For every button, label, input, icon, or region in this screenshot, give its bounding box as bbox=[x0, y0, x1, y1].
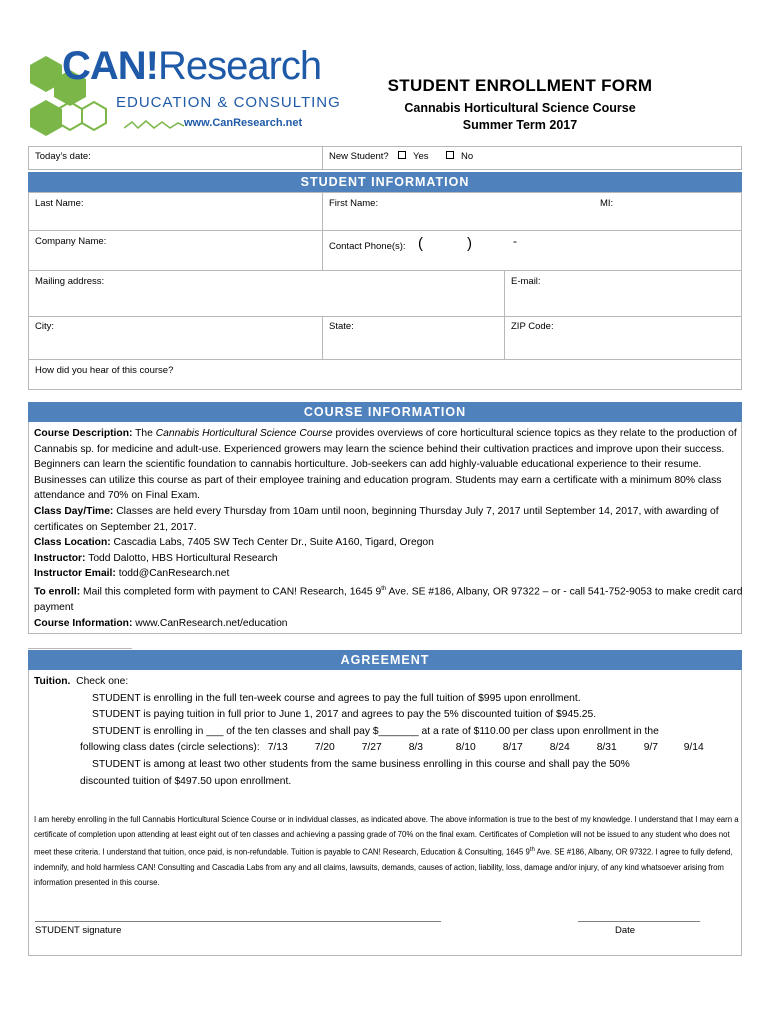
course-information-body bbox=[34, 426, 746, 631]
course-information-heading: COURSE INFORMATION bbox=[28, 402, 742, 422]
date-option[interactable]: 8/31 bbox=[596, 742, 617, 754]
date-option[interactable]: 7/13 bbox=[267, 742, 288, 754]
class-location: Class Location: Cascadia Labs, 7405 SW Tech Center Dr., Suite A160, Tigard, Oregon bbox=[34, 537, 434, 549]
date-option[interactable]: 9/7 bbox=[643, 742, 659, 754]
tuition-option-group[interactable]: STUDENT is among at least two other students from the same business enrolling in this course and shall pay the 50% bbox=[92, 758, 630, 770]
tuition-option-partial[interactable]: STUDENT is enrolling in ___ of the ten classes and shall pay $_______ at a rate of $110.00 per class upon enrollment in the bbox=[92, 725, 659, 737]
date-option[interactable]: 7/20 bbox=[314, 742, 335, 754]
mailing-address-field[interactable]: Mailing address: bbox=[35, 276, 105, 287]
no-label: No bbox=[461, 151, 474, 162]
city-field[interactable]: City: bbox=[35, 321, 54, 332]
form-title: STUDENT ENROLLMENT FORM bbox=[387, 76, 653, 95]
class-day-time: Class Day/Time: Classes are held every Thursday from 10am until noon, beginning Thursday July 7, 2017 until September 14, 2017, with awarding of certificates on September 21, 2017. bbox=[34, 505, 719, 533]
growth-line-icon bbox=[124, 118, 184, 132]
tuition-option-early[interactable]: STUDENT is paying tuition in full prior to June 1, 2017 and agrees to pay the 5% discounted tuition of $945.25. bbox=[92, 709, 597, 721]
state-field[interactable]: State: bbox=[329, 321, 354, 332]
date-label: Date bbox=[615, 925, 636, 936]
logo-url[interactable]: www.CanResearch.net bbox=[184, 117, 303, 129]
phone-dash: - bbox=[513, 234, 517, 248]
yes-label: Yes bbox=[413, 151, 429, 162]
todays-date-field[interactable]: Today’s date: bbox=[35, 151, 91, 162]
date-option[interactable]: 8/10 bbox=[455, 742, 476, 754]
form-subtitle bbox=[330, 100, 710, 134]
tuition-option-group-cont: discounted tuition of $497.50 upon enrollment. bbox=[80, 775, 292, 787]
new-student-label: New Student? bbox=[329, 151, 389, 162]
agreement-body bbox=[34, 674, 746, 790]
legal-statement: I am hereby enrolling in the full Cannabis Horticultural Science Course or in individual classes, as indicated above. The above information is true to the best of my knowledge. I understand that I may earn a certificate of completion upon attending at least eight out of ten classes and achieving a passing grade of 70% on the final exam. Certificates of Completion will not be issued to any student who does not meet these criteria. I understand that tuition, once paid, is non-refundable. Tuition is payable to CAN! Research, Education & Consulting, 1645 9th Ave. SE #186, Albany, OR 97322. I agree to fully defend, indemnify, and hold harmless CAN! Consulting and Cascadia Labs from any and all claims, lawsuits, demands, causes of action, liability, loss, damage and/or injury, of any kind whatsoever arising from information presented in this course. bbox=[34, 815, 739, 888]
no-checkbox[interactable] bbox=[446, 151, 454, 159]
date-option[interactable]: 7/27 bbox=[361, 742, 382, 754]
logo-name: CAN!Research bbox=[62, 44, 322, 88]
to-enroll: To enroll: Mail this completed form with payment to CAN! Research, 1645 9th Ave. SE #186, Albany, OR 97322 – or - call 541-752-9053 to make credit card payment bbox=[34, 585, 743, 613]
phone-paren-open: ( bbox=[418, 235, 423, 252]
zip-code-field[interactable]: ZIP Code: bbox=[511, 321, 554, 332]
course-information-link: Course Information: www.CanResearch.net/education bbox=[34, 617, 288, 629]
instructor-email: Instructor Email: todd@CanResearch.net bbox=[34, 568, 230, 580]
logo bbox=[24, 42, 341, 142]
date-option[interactable]: 8/24 bbox=[549, 742, 570, 754]
date-option[interactable]: 8/17 bbox=[502, 742, 523, 754]
tuition-line: Tuition. Check one: bbox=[34, 676, 129, 687]
yes-checkbox[interactable] bbox=[398, 151, 406, 159]
student-signature-line[interactable]: __________________________________________________________________________________________ bbox=[35, 912, 441, 922]
mi-field[interactable]: MI: bbox=[600, 198, 614, 209]
student-information-heading: STUDENT INFORMATION bbox=[28, 172, 742, 192]
student-info-grid bbox=[28, 192, 742, 390]
heard-about-course-field[interactable]: How did you hear of this course? bbox=[35, 365, 174, 376]
class-dates-line: following class dates (circle selections): 7/13 7/20 7/27 8/3 8/10 8/17 8/24 8/31 9/7 9/14 bbox=[34, 740, 746, 757]
date-line[interactable]: ___________________________ bbox=[578, 912, 700, 922]
course-url-link[interactable]: www.CanResearch.net/education bbox=[135, 617, 288, 629]
tuition-option-full[interactable]: STUDENT is enrolling in the full ten-week course and agrees to pay the full tuition of $995 upon enrollment. bbox=[92, 692, 581, 704]
course-description: Course Description: The Cannabis Horticultural Science Course provides overviews of core horticultural science topics as they relate to the production of Cannabis sp. for medicine and adult-use. Experienced growers may learn the science behind their cultivation practices and improve upon their success. Beginners can learn the scientific foundation to cannabis horticulture. Job-seekers can add highly-valuable educational experience to their resume. Businesses can utilize this course as part of their employee training and education program. Students may earn a certificate with a minimum 80% class attendance and 70% on Final Exam. bbox=[34, 428, 737, 502]
instructor-email-link[interactable]: todd@CanResearch.net bbox=[118, 568, 230, 580]
student-signature-label: STUDENT signature bbox=[35, 925, 122, 936]
term: Summer Term 2017 bbox=[462, 118, 578, 132]
logo-subtitle: EDUCATION & CONSULTING bbox=[116, 94, 341, 111]
course-name: Cannabis Horticultural Science Course bbox=[404, 101, 636, 115]
instructor: Instructor: Todd Dalotto, HBS Horticultural Research bbox=[34, 552, 278, 564]
email-field[interactable]: E-mail: bbox=[511, 276, 541, 287]
last-name-field[interactable]: Last Name: bbox=[35, 198, 84, 209]
date-option[interactable]: 8/3 bbox=[408, 742, 424, 754]
phone-paren-close: ) bbox=[467, 235, 472, 252]
contact-phone-field[interactable]: Contact Phone(s): bbox=[329, 241, 406, 252]
agreement-heading: AGREEMENT bbox=[28, 650, 742, 670]
date-option[interactable]: 9/14 bbox=[683, 742, 704, 754]
company-name-field[interactable]: Company Name: bbox=[35, 236, 107, 247]
first-name-field[interactable]: First Name: bbox=[329, 198, 379, 209]
